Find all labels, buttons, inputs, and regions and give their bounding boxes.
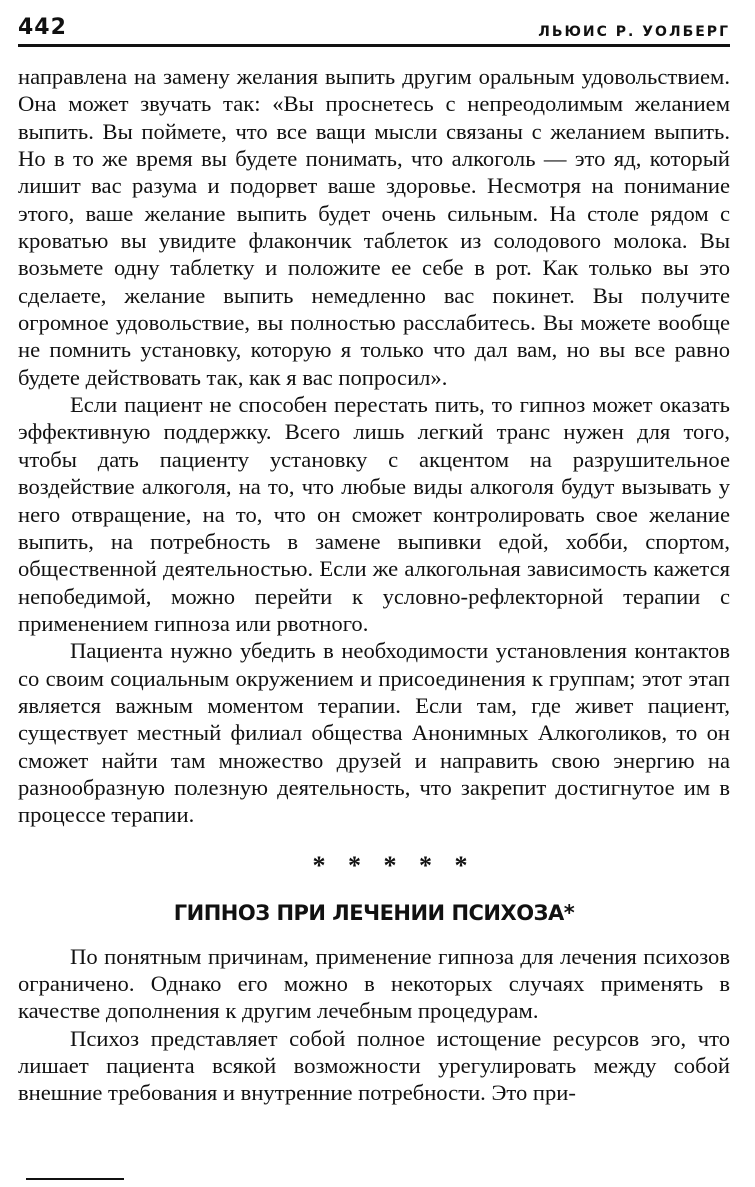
paragraph-social-contacts: Пациента нужно убедить в необходимости установления контактов со своим социальным окружением и присоединения к группам; этот этап является важным моментом терапии. Если там, где живет пациент, существует местный филиал общества Анонимных Алкоголиков, то он сможет найти там множество друзей и направить свою энергию на разнообразную полезную деятельность, что закрепит достигнутое им в процессе терапии. <box>18 638 730 828</box>
paragraph-psychosis-intro: По понятным причинам, применение гипноза для лечения психозов ограничено. Однако его можно в некоторых случаях применять в качестве дополнения к другим лечебным процедурам. <box>18 943 730 1024</box>
paragraph-continued: направлена на замену желания выпить другим оральным удовольствием. Она может звучать так: «Вы проснетесь с непреодолимым желанием выпить. Вы поймете, что все ващи мысли связаны с желанием выпить. Но в то же время вы будете понимать, что алкоголь — это яд, который лишит вас разума и подорвет ваше здоровье. Несмотря на понимание этого, ваше желание выпить будет очень сильным. На столе рядом с кроватью вы увидите флакончик таблеток из солодового молока. Вы возьмете одну таблетку и положите ее себе в рот. Как только вы это сделаете, желание выпить немедленно вас покинет. Вы получите огромное удовольствие, вы полностью расслабитесь. Вы можете вообще не помнить установку, которую я только что дал вам, но вы все равно будете действовать так, как я вас попросил». <box>18 64 730 390</box>
running-head <box>18 12 730 47</box>
section-separator: * * * * * <box>312 850 476 880</box>
page-number: 442 <box>18 15 67 40</box>
body-text <box>18 63 730 829</box>
section-heading: ГИПНОЗ ПРИ ЛЕЧЕНИИ ПСИХОЗА* <box>173 900 575 925</box>
paragraph-hypnosis-support: Если пациент не способен перестать пить, то гипноз может оказать эффективную поддержку. Всего лишь легкий транс нужен для того, чтобы дать пациенту установку с акцентом на разрушительное воздействие алкоголя, на то, что любые виды алкоголя будут вызывать у него отвращение, на то, что он сможет контролировать свое желание выпить, на потребность в замене выпивки едой, хобби, спортом, общественной деятельностью. Если же алкогольная зависимость кажется непобедимой, можно перейти к условно-рефлекторной терапии с применением гипноза или рвотного. <box>18 392 730 636</box>
section-body-text <box>18 943 730 1107</box>
book-page <box>18 12 730 1107</box>
footnote-rule <box>26 1178 124 1180</box>
paragraph-psychosis-definition: Психоз представляет собой полное истощение ресурсов эго, что лишает пациента всякой возможности урегулировать между собой внешние требования и внутренние потребности. Это при- <box>18 1025 730 1106</box>
running-title: ЛЬЮИС Р. УОЛБЕРГ <box>538 24 730 40</box>
